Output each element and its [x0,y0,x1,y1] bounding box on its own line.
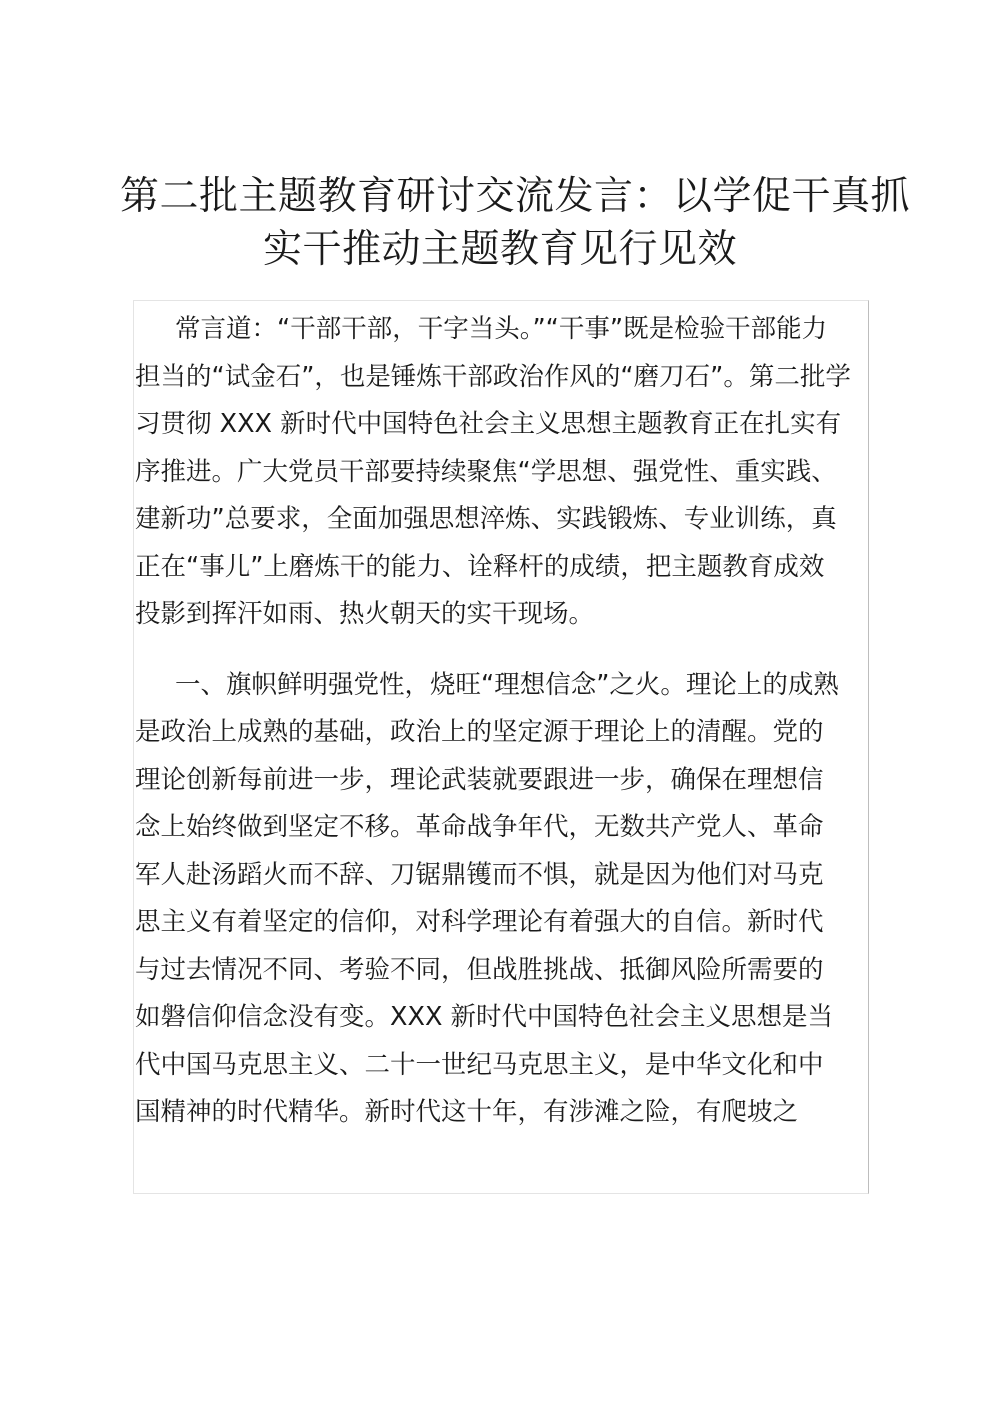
paragraph-line: 与过去情况不同、考验不同，但战胜挑战、抵御风险所需要的 [135,954,824,985]
paragraph-line: 一、旗帜鲜明强党性，烧旺“理想信念”之火。理论上的成熟 [175,669,839,700]
paragraph-line: 正在“事儿”上磨炼干的能力、诠释杆的成绩，把主题教育成效 [135,551,825,582]
document-title [120,170,911,276]
paragraph-intro [135,306,870,639]
title-line-2: 实干推动主题教育见行见效 [262,227,737,272]
title-line-1: 第二批主题教育研讨交流发言：以学促干真抓 [120,174,911,219]
paragraph-line: 理论创新每前进一步，理论武装就要跟进一步，确保在理想信 [135,764,824,795]
paragraph-line: 思主义有着坚定的信仰，对科学理论有着强大的自信。新时代 [135,907,824,937]
paragraph-line: 担当的“试金石”，也是锤炼干部政治作风的“磨刀石”。第二批学 [135,361,851,392]
paragraph-line: 是政治上成熟的基础，政治上的坚定源于理论上的清醒。党的 [135,717,824,747]
paragraph-section-one [135,662,870,1137]
paragraph-line: 军人赴汤蹈火而不辞、刀锯鼎镬而不惧，就是因为他们对马克 [135,859,824,890]
paragraph-line: 如磐信仰信念没有变。XXX 新时代中国特色社会主义思想是当 [135,1002,834,1032]
paragraph-line: 序推进。广大党员干部要持续聚焦“学思想、强党性、重实践、 [135,456,837,487]
paragraph-line: 常言道：“干部干部，干字当头。”“干事”既是检验干部能力 [175,314,828,344]
paragraph-line: 习贯彻 XXX 新时代中国特色社会主义思想主题教育正在扎实有 [135,409,842,439]
document-body [135,306,870,1137]
paragraph-line: 念上始终做到坚定不移。革命战争年代，无数共产党人、革命 [135,812,824,842]
paragraph-line: 国精神的时代精华。新时代这十年，有涉滩之险，有爬坡之 [135,1097,799,1127]
paragraph-line: 建新功”总要求，全面加强思想淬炼、实践锻炼、专业训练，真 [135,504,837,534]
paragraph-line: 代中国马克思主义、二十一世纪马克思主义，是中华文化和中 [135,1049,824,1080]
paragraph-line: 投影到挥汗如雨、热火朝天的实干现场。 [135,599,595,629]
